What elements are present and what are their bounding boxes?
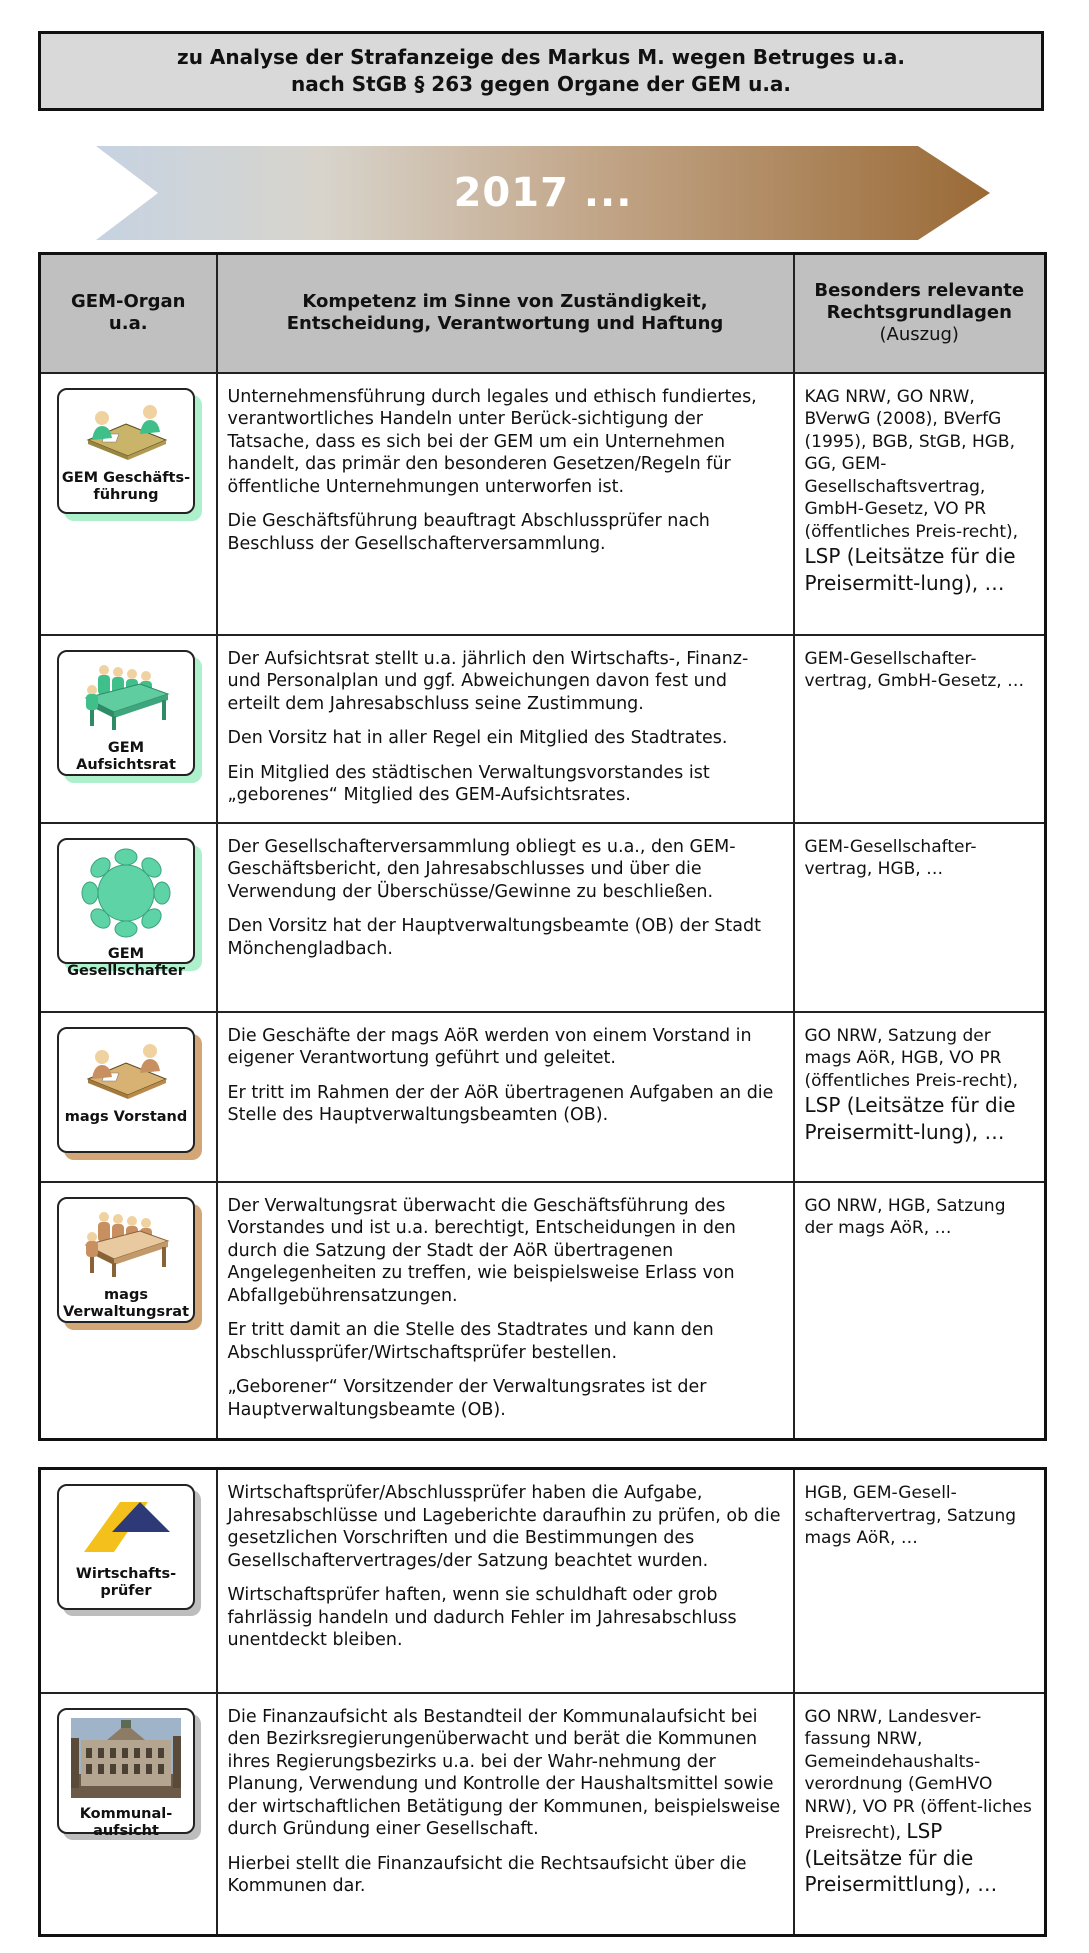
document-title bbox=[38, 31, 1044, 111]
table-row bbox=[40, 635, 1046, 823]
organ-cell bbox=[40, 1182, 217, 1440]
competence-paragraph: „Geborener“ Vorsitzender der Verwaltungsrates ist der Hauptverwaltungsbeamte (OB). bbox=[227, 1377, 707, 1420]
legal-basis-cell bbox=[794, 1182, 1046, 1440]
legal-basis-lsp: LSP (Leitsätze für die Preisermitt-lung), … bbox=[804, 544, 1016, 595]
competence-cell bbox=[217, 1693, 794, 1936]
round-table-icon bbox=[76, 840, 176, 942]
legal-basis-text: GEM-Gesellschafter-vertrag, HGB, … bbox=[804, 836, 977, 879]
organ-label: Kommunal-aufsicht bbox=[79, 1805, 173, 1839]
competence-cell bbox=[217, 1469, 794, 1693]
competence-paragraph: Der Gesellschafterversammlung obliegt es u.a., den GEM-Geschäftsbericht, den Jahresabschlusses und über die Verwendung der Überschüsse/Gewinne zu beschließen. bbox=[227, 836, 736, 902]
legal-basis-lsp: LSP (Leitsätze für die Preisermitt-lung), … bbox=[804, 1093, 1016, 1144]
legal-basis-cell bbox=[794, 373, 1046, 635]
organ-card bbox=[57, 388, 195, 514]
organ-cell bbox=[40, 635, 217, 823]
oversight-table bbox=[38, 1467, 1047, 1937]
competence-cell bbox=[217, 823, 794, 1012]
table-row bbox=[40, 823, 1046, 1012]
meeting-desk-icon bbox=[78, 1029, 174, 1105]
table-row bbox=[40, 1012, 1046, 1182]
organ-cell bbox=[40, 1693, 217, 1936]
table-row bbox=[40, 1693, 1046, 1936]
competence-paragraph: Ein Mitglied des städtischen Verwaltungsvorstandes ist „geborenes“ Mitglied des GEM-Aufsichtsrates. bbox=[227, 762, 710, 805]
legal-basis-text: GO NRW, Satzung der mags AöR, HGB, VO PR (öffentliches Preis-recht), bbox=[804, 1025, 1019, 1091]
competence-paragraph: Die Geschäfte der mags AöR werden von einem Vorstand in eigener Verantwortung geführt und geleitet. bbox=[227, 1025, 752, 1068]
competence-paragraph: Die Finanzaufsicht als Bestandteil der Kommunalaufsicht bei den Bezirksregierungenüberwacht und berät die Kommunen ihres Regierungsbezirks u.a. bei der Wahr-nehmung der Planung, Verwendung und Kontrolle der Haushaltsmittel sowie der wirtschaftlichen Betätigung der Kommunen, beispielsweise durch Gründung einer Gesellschaft. bbox=[227, 1706, 781, 1839]
organ-label: mags Vorstand bbox=[64, 1108, 188, 1125]
title-line-2: nach StGB § 263 gegen Organe der GEM u.a. bbox=[290, 72, 792, 96]
organ-table bbox=[38, 252, 1047, 1441]
organ-card bbox=[57, 1197, 195, 1323]
organ-cell bbox=[40, 1469, 217, 1693]
competence-paragraph: Die Geschäftsführung beauftragt Abschlussprüfer nach Beschluss der Gesellschafterversammlung. bbox=[227, 511, 710, 554]
competence-cell bbox=[217, 373, 794, 635]
competence-paragraph: Den Vorsitz hat der Hauptverwaltungsbeamte (OB) der Stadt Mönchengladbach. bbox=[227, 916, 761, 959]
legal-basis-text: GO NRW, Landesver-fassung NRW, Gemeindehaushalts-verordnung (GemHVO NRW), VO PR (öffent-liches Preisrecht), bbox=[804, 1706, 1032, 1843]
competence-paragraph: Wirtschaftsprüfer/Abschlussprüfer haben die Aufgabe, Jahresabschlüsse und Lageberichte daraufhin zu prüfen, ob die gesetzlichen Vorschriften und die Bestimmungen des Gesellschaftervertrages/der Satzung beachtet wurden. bbox=[227, 1483, 781, 1571]
legal-basis-lsp: LSP (Leitsätze für die Preisermittlung), … bbox=[804, 1819, 998, 1896]
organ-cell bbox=[40, 373, 217, 635]
table-header-row bbox=[40, 254, 1046, 373]
competence-paragraph: Den Vorsitz hat in aller Regel ein Mitglied des Stadtrates. bbox=[227, 728, 728, 748]
header-legal-basis bbox=[794, 254, 1046, 373]
header-legal-basis-sub: (Auszug) bbox=[879, 324, 959, 346]
legal-basis-cell bbox=[794, 635, 1046, 823]
header-competence: Kompetenz im Sinne von Zuständigkeit, Entscheidung, Verantwortung und Haftung bbox=[217, 254, 794, 373]
legal-basis-text: GO NRW, HGB, Satzung der mags AöR, … bbox=[804, 1195, 1006, 1238]
legal-basis-text: HGB, GEM-Gesell-schaftervertrag, Satzung mags AöR, … bbox=[804, 1483, 1017, 1548]
organ-label: GEM Aufsichtsrat bbox=[76, 739, 176, 773]
organ-card bbox=[57, 1027, 195, 1153]
competence-cell bbox=[217, 1182, 794, 1440]
competence-paragraph: Unternehmensführung durch legales und ethisch fundiertes, verantwortliches Handeln unter Berück-sichtigung der Tatsache, dass es sich bei der GEM um ein Unternehmen handelt, das primär den besonderen Gesetzen/Regeln für öffentliche Unternehmungen unterworfen ist. bbox=[227, 386, 757, 497]
organ-card bbox=[57, 1484, 195, 1610]
board-meeting-icon bbox=[78, 1199, 174, 1283]
table-row bbox=[40, 1469, 1046, 1693]
table-row bbox=[40, 1182, 1046, 1440]
organ-label: GEM Geschäfts-führung bbox=[61, 469, 191, 503]
header-legal-basis-main: Besonders relevante Rechtsgrundlagen bbox=[814, 280, 1025, 324]
header-organ: GEM-Organ u.a. bbox=[40, 254, 217, 373]
organ-cell bbox=[40, 823, 217, 1012]
board-meeting-icon bbox=[78, 652, 174, 736]
meeting-desk-icon bbox=[78, 390, 174, 466]
organ-label: mags Verwaltungsrat bbox=[62, 1286, 190, 1320]
government-building-icon bbox=[71, 1710, 181, 1802]
competence-paragraph: Der Aufsichtsrat stellt u.a. jährlich den Wirtschafts-, Finanz- und Personalplan und ggf. Abweichungen davon fest und erteilt dem Jahresabschluss seine Zustimmung. bbox=[227, 648, 749, 714]
competence-cell bbox=[217, 1012, 794, 1182]
title-line-1: zu Analyse der Strafanzeige des Markus M. wegen Betruges u.a. bbox=[177, 45, 905, 69]
legal-basis-cell bbox=[794, 823, 1046, 1012]
organ-label: GEM Gesellschafter bbox=[67, 945, 185, 979]
organ-card bbox=[57, 1708, 195, 1839]
competence-paragraph: Wirtschaftsprüfer haften, wenn sie schuldhaft oder grob fahrlässig handeln und dadurch Fehler im Jahresabschluss unentdeckt bleiben. bbox=[227, 1585, 737, 1650]
organ-label: Wirtschafts-prüfer bbox=[75, 1566, 177, 1599]
organ-card bbox=[57, 838, 195, 979]
competence-paragraph: Hierbei stellt die Finanzaufsicht die Rechtsaufsicht über die Kommunen dar. bbox=[227, 1853, 747, 1896]
year-label: 2017 ... bbox=[453, 170, 633, 216]
legal-basis-text: GEM-Gesellschafter-vertrag, GmbH-Gesetz, … bbox=[804, 648, 1025, 691]
competence-paragraph: Er tritt damit an die Stelle des Stadtrates und kann den Abschlussprüfer/Wirtschaftsprüfer bestellen. bbox=[227, 1320, 714, 1363]
competence-paragraph: Der Verwaltungsrat überwacht die Geschäftsführung des Vorstandes und ist u.a. berechtigt, Entscheidungen in den durch die Satzung der Stadt der AöR übertragenen Angelegenheiten zu treffen, wie beispielsweise Erlass von Abfallgebührensatzungen. bbox=[227, 1195, 736, 1306]
organ-cell bbox=[40, 1012, 217, 1182]
organ-card bbox=[57, 650, 195, 776]
legal-basis-cell bbox=[794, 1693, 1046, 1936]
legal-basis-text: KAG NRW, GO NRW, BVerwG (2008), BVerfG (1995), BGB, StGB, HGB, GG, GEM-Gesellschaftsvertrag, GmbH-Gesetz, VO PR (öffentliches Preis-recht), bbox=[804, 386, 1019, 542]
competence-paragraph: Er tritt im Rahmen der der AöR übertragenen Aufgaben an die Stelle des Hauptverwaltungsbeamten (OB). bbox=[227, 1082, 774, 1125]
legal-basis-cell bbox=[794, 1469, 1046, 1693]
auditor-logo-icon bbox=[78, 1486, 174, 1562]
competence-cell bbox=[217, 635, 794, 823]
table-row bbox=[40, 373, 1046, 635]
legal-basis-cell bbox=[794, 1012, 1046, 1182]
